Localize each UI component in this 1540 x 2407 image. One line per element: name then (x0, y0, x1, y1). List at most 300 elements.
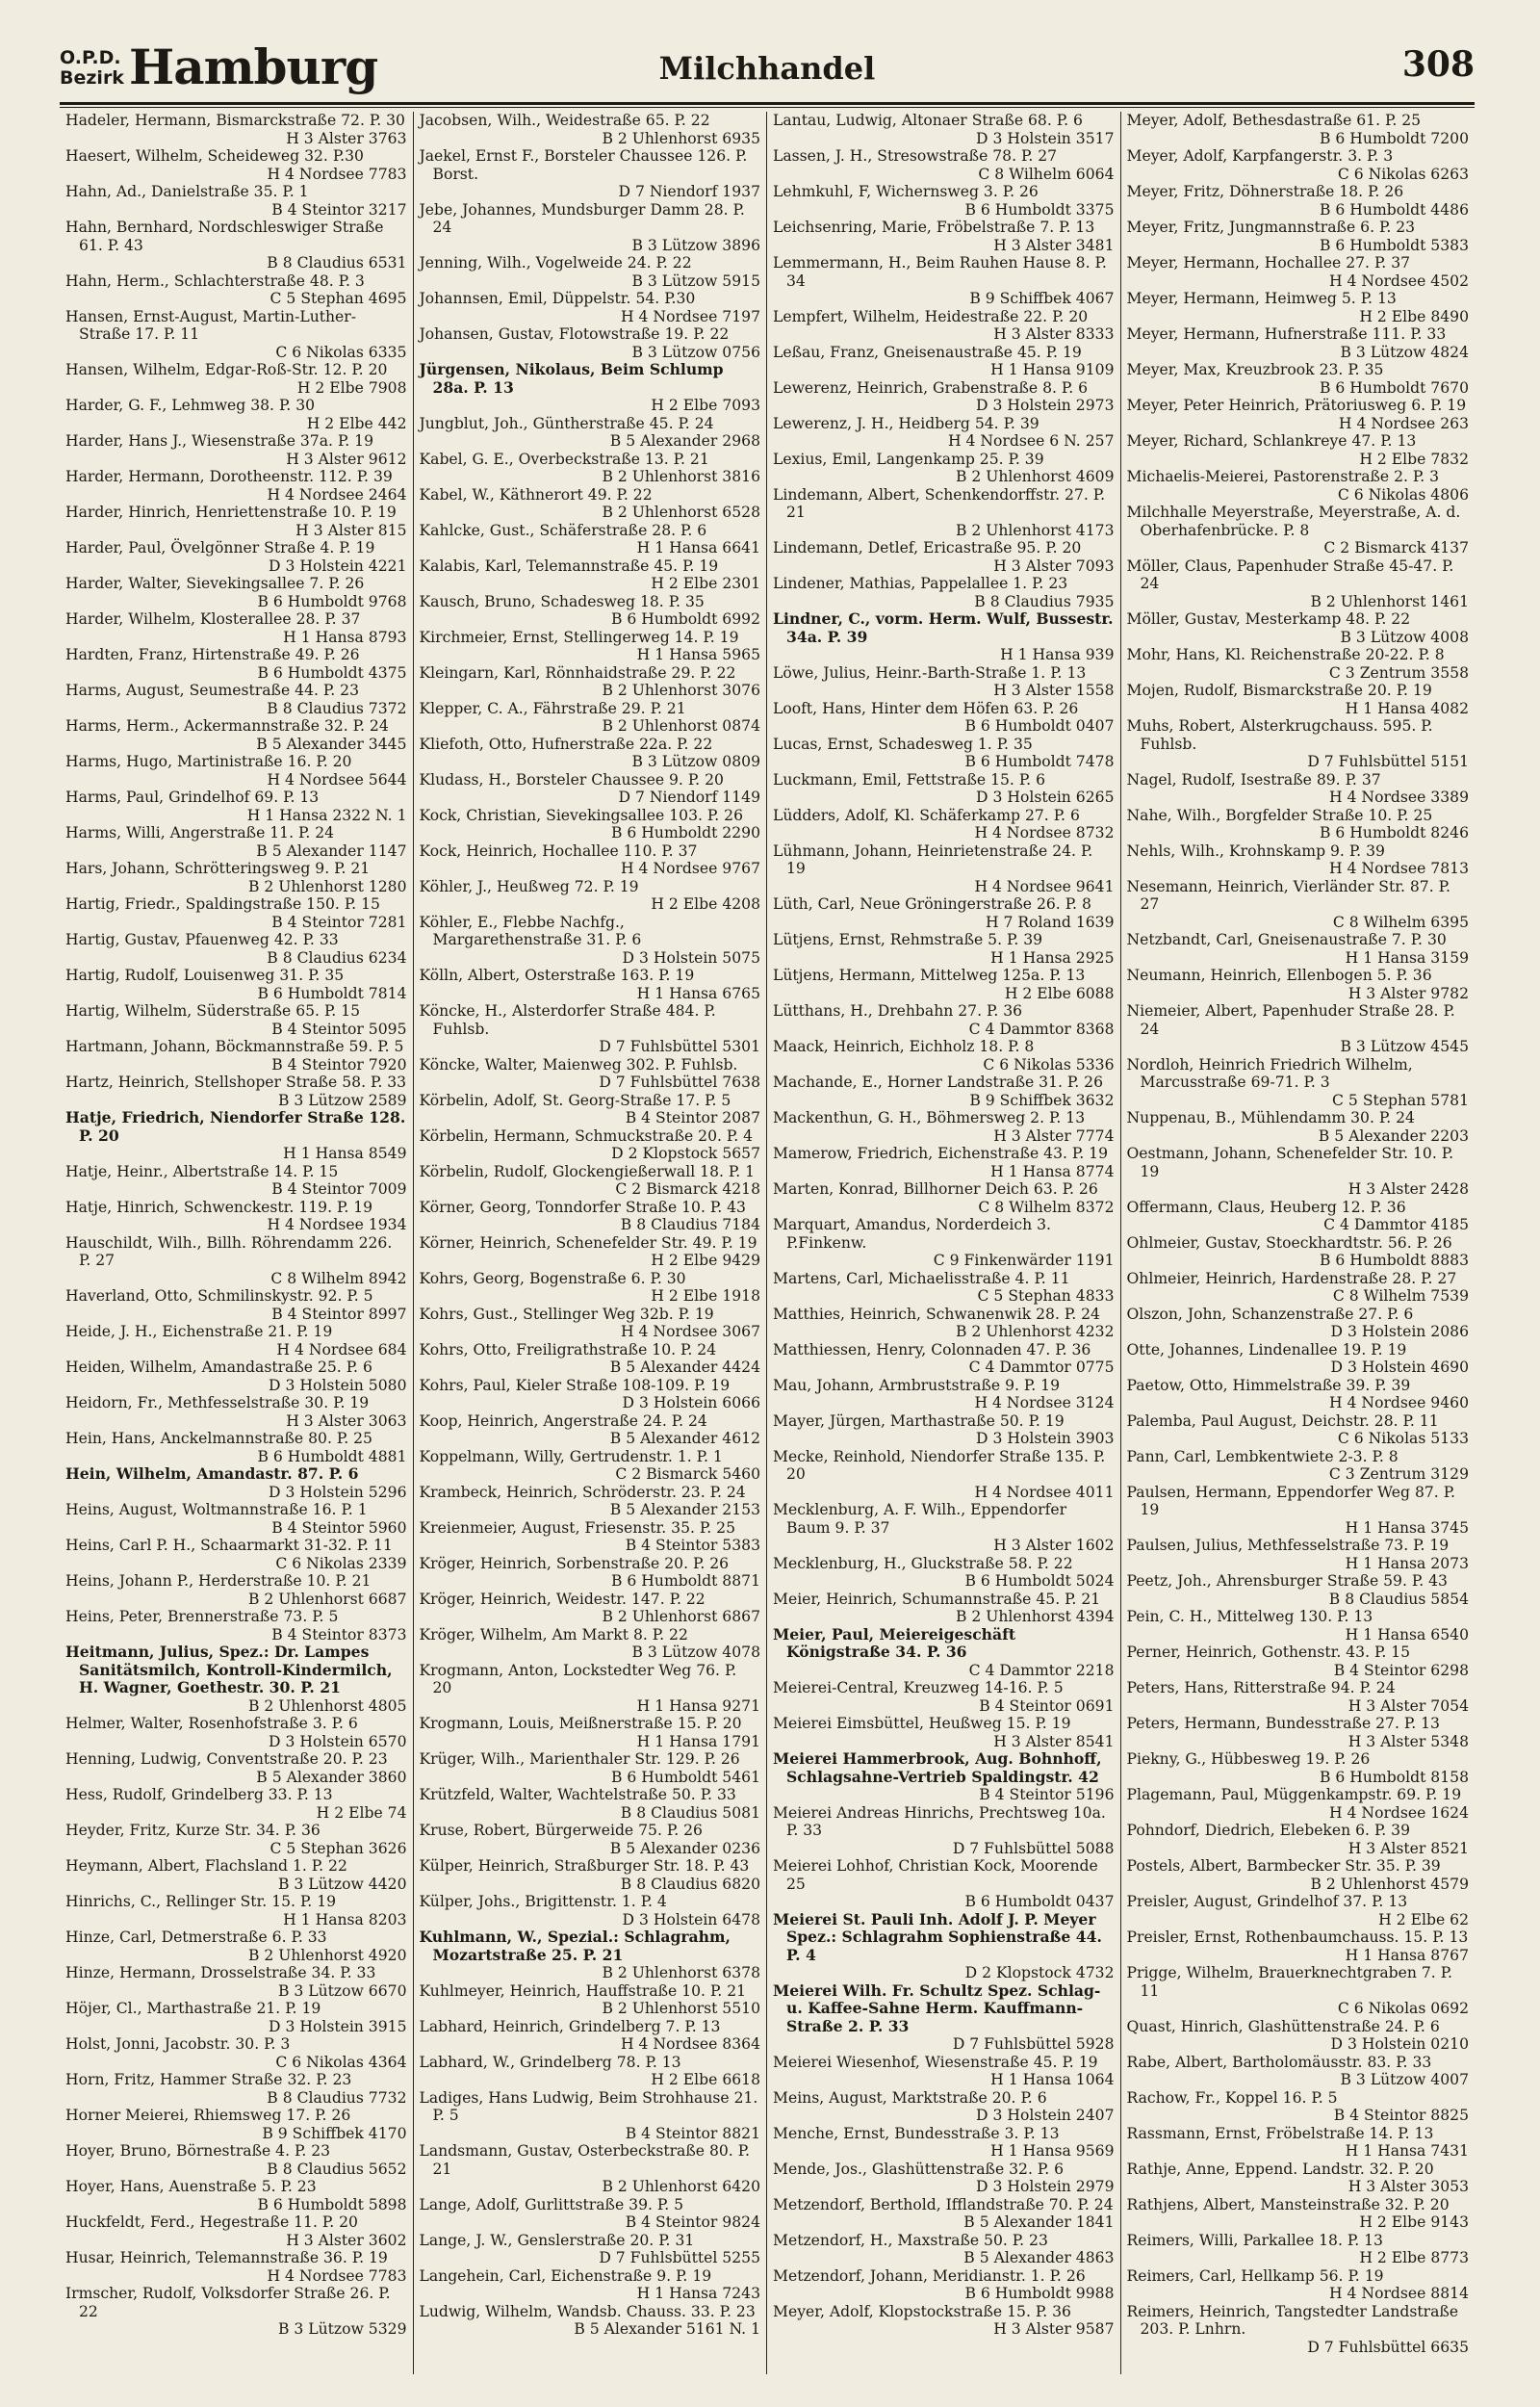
directory-entry (420, 325, 761, 361)
entry-name-address: Köncke, H., Alsterdorfer Straße 484. P. Fuhlsb. (419, 1002, 716, 1038)
page-header (60, 40, 1475, 104)
directory-entry (65, 1234, 407, 1288)
directory-entry (1127, 1750, 1470, 1786)
entry-phone: B 6 Humboldt 4486 (1320, 200, 1469, 219)
entry-phone: H 3 Alster 8333 (993, 325, 1115, 343)
directory-entry (773, 1038, 1115, 1074)
directory-entry (65, 1715, 407, 1750)
entry-name-address: Lewerenz, J. H., Heidberg 54. P. 39 (773, 414, 1040, 432)
entry-phone: B 2 Uhlenhorst 4609 (955, 468, 1115, 485)
directory-entry (65, 2249, 407, 2285)
directory-entry (420, 361, 761, 415)
entry-phone: B 8 Claudius 6234 (267, 948, 407, 967)
directory-entry (65, 1323, 407, 1359)
entry-name-address: Meierei St. Pauli Inh. Adolf J. P. Meyer Spez.: Schlagrahm Sophienstraße 44. P. 4 (773, 1909, 1102, 1964)
directory-entry (420, 2089, 761, 2143)
entry-phone: H 1 Hansa 2322 N. 1 (246, 806, 407, 824)
entry-name-address: Langehein, Carl, Eichenstraße 9. P. 19 (419, 2266, 712, 2285)
entry-name-address: Lindemann, Detlef, Ericastraße 95. P. 20 (773, 539, 1082, 556)
entry-name-address: Reimers, Heinrich, Tangstedter Landstraße 203. P. Lnhrn. (1126, 2302, 1459, 2338)
directory-entry (773, 1804, 1115, 1858)
entry-phone: B 6 Humboldt 2290 (611, 824, 760, 841)
city-title: Hamburg (129, 39, 378, 95)
directory-entry (1127, 147, 1470, 183)
entry-phone: H 2 Elbe 9429 (651, 1252, 760, 1269)
directory-entry (65, 1394, 407, 1430)
entry-phone: H 1 Hansa 3159 (1345, 948, 1469, 967)
entry-phone: H 1 Hansa 9271 (636, 1696, 760, 1715)
entry-phone: B 4 Steintor 7281 (271, 913, 407, 931)
column-4 (1121, 112, 1476, 2374)
entry-phone: B 8 Claudius 5652 (267, 2160, 407, 2178)
directory-entry (65, 539, 407, 575)
directory-entry (65, 1893, 407, 1928)
directory-entry (420, 1377, 761, 1412)
entry-name-address: Heins, Peter, Brennerstraße 73. P. 5 (65, 1608, 339, 1625)
entry-name-address: Krüger, Wilh., Marienthaler Str. 129. P. 26 (419, 1750, 740, 1768)
entry-phone: B 6 Humboldt 0437 (964, 1893, 1115, 1910)
entry-phone: H 1 Hansa 8767 (1345, 1946, 1469, 1964)
entry-phone: B 6 Humboldt 7478 (964, 753, 1115, 770)
entry-phone: C 6 Nikolas 5133 (1337, 1430, 1469, 1447)
entry-name-address: Perner, Heinrich, Gothenstr. 43. P. 15 (1126, 1643, 1411, 1661)
entry-name-address: Leichsenring, Marie, Fröbelstraße 7. P. 13 (773, 219, 1095, 236)
directory-entry (1127, 1109, 1470, 1145)
entry-phone: H 2 Elbe 442 (306, 414, 407, 432)
directory-entry (1127, 771, 1470, 807)
entry-phone: C 4 Dammtor 0775 (968, 1359, 1115, 1376)
directory-entry (420, 2267, 761, 2303)
entry-phone: D 3 Holstein 6570 (269, 1732, 407, 1750)
entry-name-address: Lindemann, Albert, Schenkendorffstr. 27. P. 21 (773, 485, 1106, 521)
entry-phone: B 8 Claudius 7732 (267, 2088, 407, 2107)
directory-entry (1127, 2054, 1470, 2089)
directory-entry (65, 219, 407, 272)
entry-name-address: Mayer, Jürgen, Marthastraße 50. P. 19 (773, 1411, 1065, 1430)
directory-entry (420, 290, 761, 325)
entry-phone: H 4 Nordsee 1934 (267, 1216, 407, 1233)
entry-name-address: Nuppenau, B., Mühlendamm 30. P. 24 (1126, 1109, 1415, 1126)
entry-name-address: Reimers, Carl, Hellkamp 56. P. 19 (1126, 2266, 1384, 2285)
entry-name-address: Külper, Johs., Brigittenstr. 1. P. 4 (419, 1893, 667, 1910)
entry-name-address: Harder, Walter, Sievekingsallee 7. P. 26 (65, 575, 365, 592)
directory-entry (420, 1448, 761, 1484)
entry-phone: C 8 Wilhelm 8372 (978, 1198, 1115, 1216)
directory-entry (773, 1341, 1115, 1377)
directory-entry (65, 2035, 407, 2071)
entry-name-address: Meierei Andreas Hinrichs, Prechtsweg 10a. P. 33 (773, 1803, 1106, 1839)
entry-name-address: Harder, Hermann, Dorotheenstr. 112. P. 39 (65, 468, 393, 485)
entry-phone: D 3 Holstein 5080 (269, 1376, 407, 1394)
directory-entry (420, 147, 761, 201)
entry-name-address: Meierei Hammerbrook, Aug. Bohnhoff, Schlagsahne-Vertrieb Spaldingstr. 42 (773, 1749, 1102, 1786)
entry-phone: H 4 Nordsee 7783 (267, 165, 407, 183)
entry-phone: H 4 Nordsee 3389 (1328, 789, 1469, 806)
entry-phone: B 5 Alexander 3445 (256, 735, 407, 753)
directory-entry (420, 1857, 761, 1893)
directory-entry (65, 931, 407, 967)
directory-entry (773, 1002, 1115, 1038)
directory-entry (1127, 1412, 1470, 1448)
directory-entry (773, 451, 1115, 486)
entry-name-address: Hartig, Gustav, Pfauenweg 42. P. 33 (65, 931, 339, 948)
entry-name-address: Hartig, Rudolf, Louisenweg 31. P. 35 (65, 967, 345, 984)
directory-entry (65, 308, 407, 362)
directory-entry (420, 664, 761, 700)
entry-name-address: Irmscher, Rudolf, Volksdorfer Straße 26. P. 22 (65, 2285, 391, 2320)
entry-phone: H 1 Hansa 1064 (990, 2071, 1115, 2088)
entry-name-address: Meyer, Richard, Schlankreye 47. P. 13 (1126, 432, 1417, 450)
directory-entry (420, 2054, 761, 2089)
entry-phone: H 2 Elbe 7908 (296, 378, 407, 397)
directory-entry (773, 1412, 1115, 1448)
entry-phone: B 6 Humboldt 4881 (257, 1447, 407, 1465)
entry-name-address: Hahn, Ad., Danielstraße 35. P. 1 (65, 183, 309, 200)
directory-entry (773, 575, 1115, 610)
directory-entry (420, 254, 761, 290)
column-3 (767, 112, 1121, 2374)
directory-entry (773, 610, 1115, 664)
entry-name-address: Heins, Johann P., Herderstraße 10. P. 21 (65, 1572, 372, 1590)
entry-phone: B 5 Alexander 2153 (609, 1501, 760, 1518)
directory-entry (773, 842, 1115, 896)
directory-entry (65, 112, 407, 147)
entry-phone: H 3 Alster 9587 (993, 2320, 1115, 2338)
entry-phone: B 2 Uhlenhorst 4394 (955, 1608, 1115, 1625)
directory-entry (65, 717, 407, 753)
entry-phone: B 6 Humboldt 8158 (1320, 1768, 1469, 1786)
entry-phone: H 3 Alster 2428 (1348, 1180, 1469, 1198)
entry-name-address: Lütjens, Hermann, Mittelweg 125a. P. 13 (773, 967, 1086, 984)
header-rule (60, 102, 1475, 105)
entry-name-address: Nordloh, Heinrich Friedrich Wilhelm, Marcusstraße 69-71. P. 3 (1126, 1055, 1413, 1091)
entry-phone: H 2 Elbe 8773 (1359, 2249, 1469, 2266)
directory-entry (65, 361, 407, 397)
entry-name-address: Harms, Herm., Ackermannstraße 32. P. 24 (65, 717, 389, 735)
entry-name-address: Henning, Ludwig, Conventstraße 20. P. 23 (65, 1750, 388, 1768)
entry-name-address: Kock, Christian, Sievekingsallee 103. P. 26 (419, 806, 743, 824)
entry-name-address: Hansen, Wilhelm, Edgar-Roß-Str. 12. P. 20 (65, 361, 388, 378)
entry-name-address: Otte, Johannes, Lindenallee 19. P. 19 (1126, 1340, 1407, 1359)
entry-phone: B 6 Humboldt 8246 (1320, 824, 1469, 841)
entry-phone: H 3 Alster 3481 (993, 236, 1115, 254)
entry-phone: H 4 Nordsee 7783 (267, 2266, 407, 2285)
directory-entry (773, 1715, 1115, 1750)
entry-name-address: Hansen, Ernst-August, Martin-Luther-Straße 17. P. 11 (65, 307, 356, 343)
entry-name-address: Hartz, Heinrich, Stellshoper Straße 58. P. 33 (65, 1074, 407, 1091)
directory-entry (773, 1377, 1115, 1412)
directory-entry (773, 1216, 1115, 1270)
entry-name-address: Koop, Heinrich, Angerstraße 24. P. 24 (419, 1411, 707, 1430)
directory-entry (1127, 646, 1470, 682)
entry-name-address: Heiden, Wilhelm, Amandastraße 25. P. 6 (65, 1359, 372, 1376)
entry-phone: H 3 Alster 815 (295, 521, 407, 539)
directory-entry (1127, 2303, 1470, 2357)
entry-phone: C 3 Zentrum 3558 (1328, 663, 1469, 682)
directory-entry (420, 1591, 761, 1626)
entry-name-address: Höjer, Cl., Marthastraße 21. P. 19 (65, 2000, 321, 2017)
entry-name-address: Körner, Georg, Tonndorfer Straße 10. P. 43 (419, 1198, 746, 1216)
entry-name-address: Mau, Johann, Armbruststraße 9. P. 19 (773, 1376, 1060, 1394)
directory-entry (1127, 2196, 1470, 2232)
directory-entry (420, 201, 761, 255)
entry-name-address: Lüth, Carl, Neue Gröningerstraße 26. P. 8 (773, 895, 1091, 913)
entry-name-address: Köhler, J., Heußweg 72. P. 19 (419, 877, 639, 895)
entry-name-address: Krogmann, Anton, Lockstedter Weg 76. P. 20 (419, 1661, 737, 1696)
entry-phone: C 8 Wilhelm 7539 (1332, 1287, 1469, 1305)
entry-phone: B 4 Steintor 5960 (271, 1518, 407, 1537)
directory-entry (773, 1306, 1115, 1341)
entry-phone: B 6 Humboldt 7814 (257, 984, 407, 1002)
entry-name-address: Husar, Heinrich, Telemannstraße 36. P. 19 (65, 2249, 388, 2266)
entry-name-address: Kröger, Heinrich, Weidestr. 147. P. 22 (419, 1590, 706, 1608)
entry-name-address: Jürgensen, Nikolaus, Beim Schlump 28a. P. 13 (419, 360, 724, 397)
entry-name-address: Meyer, Adolf, Klopstockstraße 15. P. 36 (773, 2302, 1071, 2320)
directory-entry (773, 771, 1115, 807)
entry-phone: B 2 Uhlenhorst 6378 (602, 1964, 760, 1981)
entry-phone: C 4 Dammtor 4185 (1323, 1216, 1469, 1233)
entry-phone: H 4 Nordsee 9767 (620, 860, 760, 877)
directory-entry (773, 2161, 1115, 2196)
directory-entry (1127, 1643, 1470, 1679)
entry-phone: B 4 Steintor 5095 (271, 1020, 407, 1038)
directory-entry (65, 753, 407, 789)
directory-entry (65, 646, 407, 682)
entry-phone: B 3 Lützow 0756 (631, 343, 760, 361)
directory-entry (65, 2071, 407, 2107)
entry-phone: C 8 Wilhelm 6395 (1332, 913, 1469, 931)
entry-phone: H 3 Alster 1558 (993, 682, 1115, 699)
entry-phone: D 7 Niendorf 1937 (618, 183, 760, 200)
entry-name-address: Kohrs, Georg, Bogenstraße 6. P. 30 (419, 1269, 686, 1287)
entry-phone: B 6 Humboldt 8883 (1320, 1252, 1469, 1269)
directory-entry (1127, 2125, 1470, 2161)
entry-name-address: Rathjens, Albert, Mansteinstraße 32. P. 20 (1126, 2195, 1450, 2213)
entry-name-address: Pein, C. H., Mittelweg 130. P. 13 (1126, 1608, 1373, 1625)
directory-entry (420, 1715, 761, 1750)
directory-entry (65, 1572, 407, 1608)
page-number: 308 (1401, 44, 1475, 85)
directory-entry (1127, 183, 1470, 219)
entry-phone: H 4 Nordsee 8364 (620, 2035, 760, 2053)
entry-phone: B 2 Uhlenhorst 1280 (247, 877, 407, 895)
entry-phone: H 3 Alster 3602 (286, 2231, 407, 2249)
directory-entry (420, 2303, 761, 2339)
header-rule-thin (60, 107, 1475, 108)
entry-phone: B 5 Alexander 4424 (609, 1359, 760, 1376)
entry-name-address: Hein, Hans, Anckelmannstraße 80. P. 25 (65, 1430, 372, 1447)
directory-entry (420, 914, 761, 968)
entry-phone: B 5 Alexander 1841 (963, 2213, 1115, 2231)
directory-entry (1127, 1786, 1470, 1822)
entry-phone: D 3 Holstein 4221 (269, 556, 407, 575)
directory-entry (420, 1982, 761, 2018)
entry-name-address: Nehls, Wilh., Krohnskamp 9. P. 39 (1126, 841, 1385, 860)
directory-entry (1127, 504, 1470, 557)
entry-name-address: Mecklenburg, H., Gluckstraße 58. P. 22 (773, 1554, 1073, 1572)
entry-phone: H 4 Nordsee 684 (276, 1340, 407, 1359)
entry-phone: C 6 Nikolas 2339 (275, 1554, 407, 1572)
entry-name-address: Hatje, Hinrich, Schwenckestr. 119. P. 19 (65, 1198, 373, 1216)
entry-phone: B 3 Lützow 4007 (1340, 2071, 1469, 2088)
directory-entry (420, 878, 761, 914)
directory-entry (1127, 1822, 1470, 1857)
entry-phone: B 4 Steintor 5383 (625, 1537, 760, 1554)
entry-phone: D 7 Fuhlsbüttel 5301 (599, 1038, 760, 1055)
entry-phone: B 9 Schiffbek 4170 (262, 2124, 407, 2142)
entry-name-address: Harder, G. F., Lehmweg 38. P. 30 (65, 397, 316, 414)
directory-entry (1127, 1448, 1470, 1484)
entry-name-address: Külper, Heinrich, Straßburger Str. 18. P. 43 (419, 1857, 750, 1875)
entry-name-address: Kock, Heinrich, Hochallee 110. P. 37 (419, 841, 698, 860)
entry-phone: B 4 Steintor 7920 (271, 1055, 407, 1074)
directory-entry (65, 1359, 407, 1394)
directory-entry (1127, 1608, 1470, 1643)
directory-entry (1127, 325, 1470, 361)
entry-name-address: Nahe, Wilh., Borgfelder Straße 10. P. 25 (1126, 806, 1433, 824)
directory-entry (65, 272, 407, 308)
entry-phone: C 5 Stephan 5781 (1332, 1091, 1469, 1109)
directory-entry (65, 575, 407, 610)
entry-name-address: Rabe, Albert, Bartholomäusstr. 83. P. 33 (1126, 2053, 1432, 2071)
entry-phone: H 1 Hansa 2925 (990, 948, 1115, 967)
directory-entry (65, 1465, 407, 1501)
directory-entry (773, 539, 1115, 575)
directory-entry (1127, 1857, 1470, 1893)
entry-name-address: Plagemann, Paul, Müggenkampstr. 69. P. 19 (1126, 1786, 1462, 1803)
entry-phone: H 1 Hansa 6765 (636, 984, 760, 1002)
directory-entry (420, 1056, 761, 1092)
entry-phone: H 1 Hansa 9569 (990, 2142, 1115, 2160)
entry-name-address: Harms, Hugo, Martinistraße 16. P. 20 (65, 753, 352, 770)
directory-entry (773, 2054, 1115, 2089)
directory-entry (773, 895, 1115, 931)
entry-phone: B 4 Steintor 8825 (1333, 2107, 1469, 2124)
entry-name-address: Hinze, Carl, Detmerstraße 6. P. 33 (65, 1928, 327, 1946)
directory-entry (773, 415, 1115, 451)
directory-entry (420, 1750, 761, 1786)
directory-entry (65, 1074, 407, 1109)
directory-entry (1127, 842, 1470, 878)
entry-phone: B 3 Lützow 4824 (1340, 343, 1469, 361)
entry-name-address: Heide, J. H., Eichenstraße 21. P. 19 (65, 1323, 333, 1340)
entry-phone: H 1 Hansa 4082 (1345, 699, 1469, 717)
entry-name-address: Köncke, Walter, Maienweg 302. P. Fuhlsb. (419, 1055, 738, 1074)
entry-phone: B 9 Schiffbek 4067 (969, 290, 1115, 307)
directory-entry (420, 736, 761, 771)
directory-entry (65, 682, 407, 717)
directory-entry (773, 1982, 1115, 2054)
entry-name-address: Meins, August, Marktstraße 20. P. 6 (773, 2088, 1047, 2107)
directory-entry (420, 112, 761, 147)
entry-phone: C 4 Dammtor 8368 (968, 1020, 1115, 1038)
entry-phone: H 1 Hansa 3745 (1345, 1518, 1469, 1537)
entry-phone: H 3 Alster 7093 (993, 556, 1115, 575)
entry-phone: H 7 Roland 1639 (985, 913, 1115, 931)
directory-entry (420, 1662, 761, 1716)
entry-name-address: Hartig, Wilhelm, Süderstraße 65. P. 15 (65, 1002, 361, 1020)
directory-entry (420, 415, 761, 451)
entry-name-address: Heins, August, Woltmannstraße 16. P. 1 (65, 1501, 368, 1518)
entry-phone: D 2 Klopstock 5657 (611, 1145, 760, 1162)
directory-entry (773, 664, 1115, 700)
directory-entry (773, 2125, 1115, 2161)
entry-phone: B 2 Uhlenhorst 4805 (247, 1696, 407, 1715)
entry-phone: B 8 Claudius 5081 (620, 1803, 760, 1822)
entry-name-address: Rathje, Anne, Eppend. Landstr. 32. P. 20 (1126, 2160, 1434, 2178)
entry-phone: B 6 Humboldt 8871 (611, 1572, 760, 1590)
directory-entry (65, 2107, 407, 2142)
entry-phone: H 1 Hansa 8549 (283, 1145, 407, 1162)
entry-phone: D 2 Klopstock 4732 (964, 1964, 1115, 1981)
entry-name-address: Hadeler, Hermann, Bismarckstraße 72. P. 30 (65, 112, 405, 129)
entry-name-address: Quast, Hinrich, Glashüttenstraße 24. P. 6 (1126, 2017, 1440, 2035)
entry-name-address: Lassen, J. H., Stresowstraße 78. P. 27 (773, 147, 1058, 165)
entry-name-address: Hein, Wilhelm, Amandastr. 87. P. 6 (65, 1464, 359, 1483)
directory-entry (420, 1163, 761, 1199)
entry-phone: H 2 Elbe 1918 (651, 1287, 760, 1305)
directory-entry (1127, 1679, 1470, 1715)
directory-entry (65, 610, 407, 646)
directory-entry (773, 1911, 1115, 1982)
directory-entry (420, 967, 761, 1002)
directory-entry (65, 860, 407, 895)
directory-entry (773, 1555, 1115, 1591)
directory-columns (60, 112, 1475, 2374)
entry-name-address: Meier, Paul, Meiereigeschäft Königstraße 34. P. 36 (773, 1624, 1016, 1661)
entry-phone: D 3 Holstein 2979 (976, 2178, 1115, 2195)
entry-phone: C 2 Bismarck 4137 (1323, 539, 1469, 556)
entry-phone: B 4 Steintor 8373 (271, 1625, 407, 1643)
entry-phone: C 6 Nikolas 5336 (983, 1055, 1115, 1074)
entry-phone: H 3 Alster 7054 (1348, 1696, 1469, 1715)
entry-name-address: Preisler, August, Grindelhof 37. P. 13 (1126, 1893, 1408, 1910)
directory-entry (65, 2142, 407, 2178)
entry-phone: B 3 Lützow 2589 (277, 1091, 407, 1109)
directory-entry (420, 1002, 761, 1056)
directory-entry (1127, 432, 1470, 468)
district-label-line1: O.P.D. (60, 47, 121, 68)
directory-entry (65, 1786, 407, 1822)
entry-phone: B 6 Humboldt 5461 (611, 1768, 760, 1786)
section-title: Milchhandel (658, 50, 876, 87)
directory-entry (65, 1964, 407, 2000)
entry-name-address: Marten, Konrad, Billhorner Deich 63. P. 26 (773, 1180, 1098, 1198)
directory-entry (773, 1679, 1115, 1715)
entry-phone: H 3 Alster 3063 (286, 1411, 407, 1430)
entry-name-address: Meyer, Max, Kreuzbrook 23. P. 35 (1126, 361, 1384, 378)
entry-phone: H 4 Nordsee 9641 (974, 877, 1115, 895)
entry-name-address: Haverland, Otto, Schmilinskystr. 92. P. 5 (65, 1287, 373, 1305)
directory-entry (1127, 1377, 1470, 1412)
entry-name-address: Michaelis-Meierei, Pastorenstraße 2. P. 3 (1126, 468, 1440, 485)
directory-entry (1127, 2089, 1470, 2125)
directory-entry (773, 2089, 1115, 2125)
entry-name-address: Hinrichs, C., Rellinger Str. 15. P. 19 (65, 1893, 337, 1910)
entry-name-address: Krambeck, Heinrich, Schröderstr. 23. P. 24 (419, 1483, 746, 1501)
entry-name-address: Körbelin, Hermann, Schmuckstraße 20. P. 4 (419, 1126, 754, 1145)
entry-name-address: Nesemann, Heinrich, Vierländer Str. 87. P. 27 (1126, 877, 1450, 913)
directory-entry (1127, 2018, 1470, 2054)
directory-entry (420, 1822, 761, 1857)
directory-entry (65, 1287, 407, 1323)
directory-entry (420, 1234, 761, 1270)
entry-name-address: Hahn, Bernhard, Nordschleswiger Straße 61. P. 43 (65, 219, 384, 254)
entry-name-address: Holst, Jonni, Jacobstr. 30. P. 3 (65, 2035, 291, 2053)
entry-phone: B 6 Humboldt 3375 (964, 200, 1115, 219)
entry-phone: B 5 Alexander 2968 (609, 432, 760, 450)
entry-phone: D 3 Holstein 6478 (622, 1910, 760, 1928)
